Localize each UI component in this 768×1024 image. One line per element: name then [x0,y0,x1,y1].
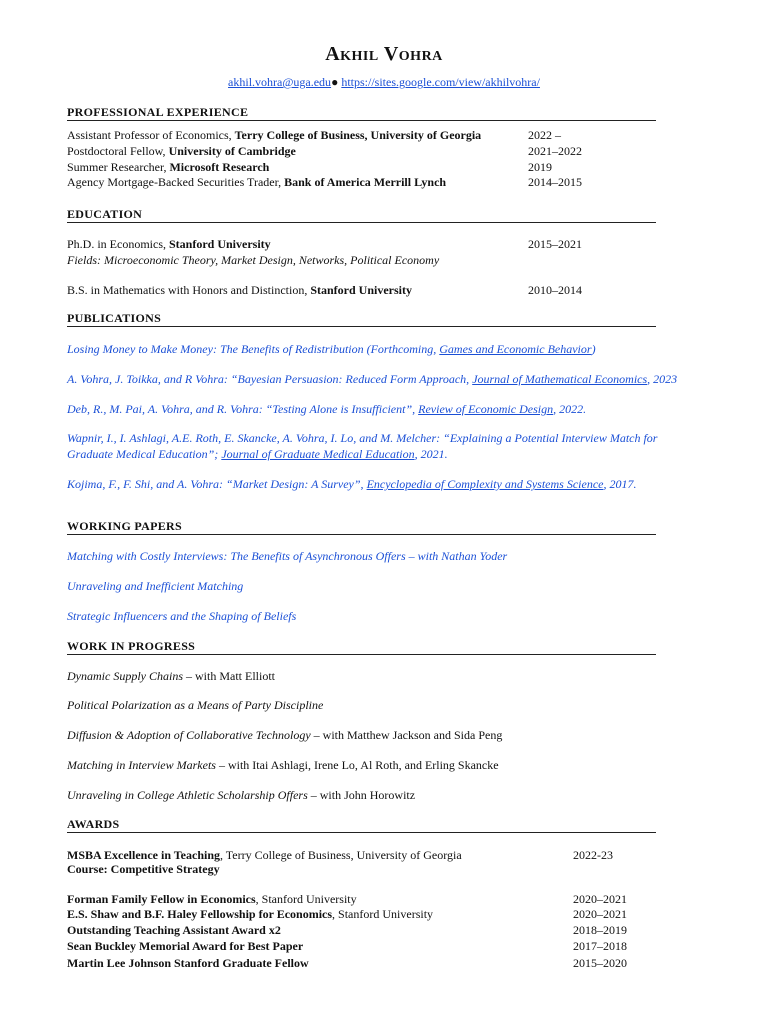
experience-item [67,127,657,143]
experience-org: Microsoft Research [169,160,270,174]
journal-link[interactable]: Journal of Graduate Medical Education [221,447,415,461]
experience-item [67,159,657,175]
experience-role: Postdoctoral Fellow, [67,144,169,158]
award-org: , Stanford University [255,892,357,906]
education-fields: Fields: Microeconomic Theory, Market Design, Networks, Political Economy [67,253,440,267]
award-dates: 2022-23 [573,848,613,862]
working-paper-item: Unraveling and Inefficient Matching [67,579,244,593]
award-dates: 2017–2018 [573,939,627,953]
award-item [67,891,657,907]
journal-link[interactable]: Encyclopedia of Complexity and Systems Science [366,477,604,491]
experience-role: Assistant Professor of Economics, [67,128,235,142]
education-phd [67,236,657,252]
school: Stanford University [169,237,271,251]
experience-dates: 2021–2022 [528,144,582,158]
wip-item [67,757,657,773]
publication-text: Wapnir, I., I. Ashlagi, A.E. Roth, E. Skancke, A. Vohra, I. Lo, and M. Melcher: “Explaining a Potential Interview Match for [67,431,658,445]
award-item [67,906,657,922]
experience-role: Agency Mortgage-Backed Securities Trader, [67,175,285,189]
website-link[interactable]: https://sites.google.com/view/akhilvohra/ [341,75,540,89]
publication-text: Deb, R., M. Pai, A. Vohra, and R. Vohra: “Testing Alone is Insufficient”, [67,402,419,416]
wip-title: Political Polarization as a Means of Party Discipline [67,698,324,712]
section-experience-heading: PROFESSIONAL EXPERIENCE [67,104,656,121]
publication-end: , 2022. [553,402,587,416]
award-item [67,955,657,971]
wip-title: Dynamic Supply Chains [67,669,183,683]
journal-link[interactable]: Games and Economic Behavior [439,342,592,356]
award-org: , Terry College of Business, University of Georgia [220,848,462,862]
award-item [67,922,657,938]
experience-dates: 2014–2015 [528,175,582,189]
wip-item [67,787,657,803]
wip-coauthors: – with Matt Elliott [183,669,275,683]
section-awards-heading: AWARDS [67,816,656,833]
publication-text: Kojima, F., F. Shi, and A. Vohra: “Market Design: A Survey”, [67,477,367,491]
award-name: Forman Family Fellow in Economics [67,892,256,906]
degree: Ph.D. in Economics, [67,237,169,251]
award-name: MSBA Excellence in Teaching [67,848,221,862]
experience-org: University of Cambridge [168,144,296,158]
publication-item [67,476,687,492]
publication-item [67,430,687,462]
experience-org: Bank of America Merrill Lynch [284,175,447,189]
award-name: Martin Lee Johnson Stanford Graduate Fellow [67,956,309,970]
publication-end: , 2023 [647,372,678,386]
publication-item [67,401,687,417]
working-paper-item: Strategic Influencers and the Shaping of Beliefs [67,609,297,623]
publication-end: , 2021. [414,447,448,461]
wip-coauthors: – with John Horowitz [307,788,416,802]
wip-title: Unraveling in College Athletic Scholarship Offers [67,788,308,802]
education-bs [67,282,657,298]
working-paper-item: Matching with Costly Interviews: The Benefits of Asynchronous Offers – with Nathan Yoder [67,549,508,563]
experience-item [67,143,657,159]
wip-coauthors: – with Itai Ashlagi, Irene Lo, Al Roth, and Erling Skancke [215,758,499,772]
experience-dates: 2022 – [528,128,561,142]
award-name: E.S. Shaw and B.F. Haley Fellowship for Economics [67,907,333,921]
experience-role: Summer Researcher, [67,160,170,174]
wip-title: Diffusion & Adoption of Collaborative Technology [67,728,311,742]
wip-coauthors: – with Matthew Jackson and Sida Peng [310,728,503,742]
section-wip-heading: WORK IN PROGRESS [67,638,656,655]
publication-end: ) [591,342,596,356]
wip-title: Matching in Interview Markets [67,758,216,772]
bullet-separator: ● [331,75,339,89]
wip-item [67,668,657,684]
award-item [67,938,657,954]
publication-item [67,371,687,387]
email-link[interactable]: akhil.vohra@uga.edu [228,75,332,89]
education-dates: 2010–2014 [528,283,582,297]
publication-end: , 2017. [603,477,637,491]
wip-item [67,727,657,743]
section-working-papers-heading: WORKING PAPERS [67,518,656,535]
journal-link[interactable]: Review of Economic Design [418,402,554,416]
award-name: Outstanding Teaching Assistant Award x2 [67,923,281,937]
education-dates: 2015–2021 [528,237,582,251]
wip-item [67,697,657,713]
contact-line [0,74,768,90]
award-course: Course: Competitive Strategy [67,862,220,876]
cv-name: Akhil Vohra [325,43,443,65]
section-publications-heading: PUBLICATIONS [67,310,656,327]
experience-org: Terry College of Business, University of Georgia [234,128,482,142]
experience-item [67,174,657,190]
award-dates: 2020–2021 [573,892,627,906]
journal-link[interactable]: Journal of Mathematical Economics [472,372,648,386]
publication-text: A. Vohra, J. Toikka, and R Vohra: “Bayesian Persuasion: Reduced Form Approach, [67,372,473,386]
publication-item [67,341,687,357]
degree: B.S. in Mathematics with Honors and Distinction, [67,283,311,297]
award-org: , Stanford University [332,907,434,921]
school: Stanford University [310,283,412,297]
award-dates: 2020–2021 [573,907,627,921]
publication-text: Losing Money to Make Money: The Benefits of Redistribution (Forthcoming, [67,342,440,356]
publication-text: Graduate Medical Education”; [67,447,222,461]
award-dates: 2015–2020 [573,956,627,970]
award-name: Sean Buckley Memorial Award for Best Paper [67,939,304,953]
award-dates: 2018–2019 [573,923,627,937]
experience-dates: 2019 [528,160,552,174]
section-education-heading: EDUCATION [67,206,656,223]
